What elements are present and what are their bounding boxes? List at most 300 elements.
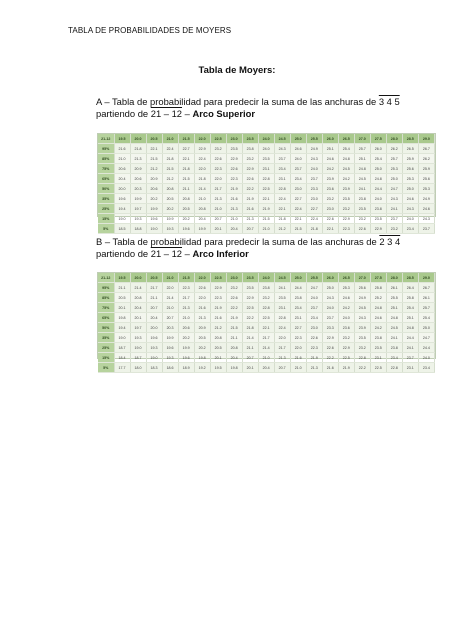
table-cell: 22.6 xyxy=(194,283,210,293)
table-cell: 22.8 xyxy=(386,363,402,373)
table-cell: 20.1 xyxy=(242,363,258,373)
table-cell: 25.1 xyxy=(386,303,402,313)
table-cell: 23.4 xyxy=(418,363,434,373)
table-cell: 22.3 xyxy=(290,333,306,343)
section-b-heading xyxy=(96,236,436,260)
table-cell: 25.4 xyxy=(338,144,354,154)
table-cell: 19.2 xyxy=(194,363,210,373)
table-cell: 19.9 xyxy=(178,343,194,353)
table-cell: 20.1 xyxy=(130,313,146,323)
table-cell: 24.0 xyxy=(402,214,418,224)
table-cell: 23.9 xyxy=(338,184,354,194)
table-header-cell: 24.5 xyxy=(274,273,290,283)
table-header-cell: 22.5 xyxy=(210,273,226,283)
table-header-cell: 20.5 xyxy=(146,273,162,283)
table-cell: 22.3 xyxy=(178,283,194,293)
table-row xyxy=(98,194,435,204)
table-cell: 22.5 xyxy=(338,353,354,363)
table-cell: 23.1 xyxy=(274,303,290,313)
table-cell: 26.1 xyxy=(418,293,434,303)
section-a-range: 21 – 12 xyxy=(150,108,183,119)
table-cell: 19.7 xyxy=(130,204,146,214)
table-cell: 23.9 xyxy=(322,174,338,184)
table-cell: 20.5 xyxy=(162,194,178,204)
table-cell: 23.4 xyxy=(386,353,402,363)
table-cell: 23.5 xyxy=(370,214,386,224)
probability-table-a xyxy=(98,134,435,234)
table-cell: 19.3 xyxy=(130,214,146,224)
table-cell: 20.4 xyxy=(194,214,210,224)
table-cell: 19.3 xyxy=(162,224,178,234)
section-b-line1 xyxy=(96,236,436,248)
table-cell: 21.8 xyxy=(306,224,322,234)
table-cell: 22.0 xyxy=(290,343,306,353)
table-cell: 23.5 xyxy=(258,154,274,164)
table-cell: 22.1 xyxy=(258,323,274,333)
table-cell: 25.9 xyxy=(402,154,418,164)
table-cell: 23.5 xyxy=(354,333,370,343)
table-cell: 23.7 xyxy=(322,313,338,323)
table-cell: 19.6 xyxy=(146,214,162,224)
table-cell: 21.9 xyxy=(226,313,242,323)
table-header-cell: 28.0 xyxy=(386,134,402,144)
table-cell: 23.7 xyxy=(418,224,434,234)
table-cell: 21.6 xyxy=(210,313,226,323)
table-cell: 23.8 xyxy=(290,293,306,303)
table-cell: 20.5 xyxy=(194,333,210,343)
table-cell: 19.3 xyxy=(146,343,162,353)
doc-title: Tabla de Moyers: xyxy=(198,65,276,76)
table-cell: 21.9 xyxy=(258,204,274,214)
table-cell: 21.4 xyxy=(130,283,146,293)
section-b-arch: Arco Inferior xyxy=(192,248,249,259)
table-cell: 20.8 xyxy=(210,333,226,343)
table-cell: 22.2 xyxy=(242,313,258,323)
table-header-cell: 21-12 xyxy=(98,273,114,283)
table-cell: 22.1 xyxy=(178,154,194,164)
section-a-prefix: A – Tabla de probabilidad para predecir la suma de las anchuras de xyxy=(96,96,379,107)
table-cell: 25.0 xyxy=(322,283,338,293)
table-cell: 21.8 xyxy=(274,214,290,224)
table-cell: 23.5 xyxy=(354,204,370,214)
table-cell: 23.8 xyxy=(242,144,258,154)
percentile-label: 65% xyxy=(98,174,114,184)
table-cell: 24.6 xyxy=(338,293,354,303)
section-b-line2-prefix: partiendo de xyxy=(96,248,151,259)
table-cell: 24.3 xyxy=(386,194,402,204)
table-cell: 22.0 xyxy=(194,293,210,303)
table-cell: 23.4 xyxy=(306,313,322,323)
table-cell: 20.8 xyxy=(162,184,178,194)
table-cell: 20.1 xyxy=(114,303,130,313)
table-header-cell: 29.0 xyxy=(418,134,434,144)
table-cell: 18.8 xyxy=(130,224,146,234)
table-cell: 23.8 xyxy=(354,194,370,204)
table-cell: 23.3 xyxy=(306,184,322,194)
table-cell: 23.2 xyxy=(226,283,242,293)
table-header-cell: 27.0 xyxy=(354,273,370,283)
table-cell: 18.0 xyxy=(130,363,146,373)
table-cell: 19.4 xyxy=(114,323,130,333)
table-cell: 21.2 xyxy=(146,164,162,174)
percentile-label: 75% xyxy=(98,164,114,174)
table-cell: 26.5 xyxy=(402,144,418,154)
table-cell: 19.0 xyxy=(146,224,162,234)
table-cell: 21.8 xyxy=(162,154,178,164)
table-cell: 20.6 xyxy=(130,174,146,184)
table-cell: 24.1 xyxy=(354,184,370,194)
table-cell: 20.1 xyxy=(210,224,226,234)
table-cell: 22.4 xyxy=(274,323,290,333)
table-cell: 20.8 xyxy=(194,204,210,214)
table-cell: 26.2 xyxy=(386,144,402,154)
table-cell: 23.2 xyxy=(338,204,354,214)
table-cell: 21.6 xyxy=(322,363,338,373)
table-cell: 24.9 xyxy=(354,293,370,303)
table-cell: 22.5 xyxy=(258,313,274,323)
table-cell: 21.6 xyxy=(242,204,258,214)
table-cell: 18.9 xyxy=(178,363,194,373)
table-cell: 22.9 xyxy=(338,214,354,224)
section-b-teeth: 2 3 4 xyxy=(379,236,401,247)
table-header-cell: 26.5 xyxy=(338,273,354,283)
table-cell: 22.6 xyxy=(226,164,242,174)
table-cell: 21.6 xyxy=(194,303,210,313)
table-header-cell: 26.0 xyxy=(322,273,338,283)
table-row xyxy=(98,184,435,194)
table-cell: 22.0 xyxy=(194,164,210,174)
table-cell: 22.0 xyxy=(274,333,290,343)
table-cell: 24.7 xyxy=(306,283,322,293)
table-cell: 25.6 xyxy=(402,164,418,174)
table-cell: 21.7 xyxy=(274,343,290,353)
table-cell: 22.6 xyxy=(322,343,338,353)
percentile-label: 85% xyxy=(98,293,114,303)
table-cell: 21.9 xyxy=(338,363,354,373)
table-cell: 24.3 xyxy=(322,293,338,303)
table-cell: 22.8 xyxy=(274,313,290,323)
table-cell: 18.6 xyxy=(162,363,178,373)
table-cell: 20.2 xyxy=(194,343,210,353)
table-cell: 22.5 xyxy=(370,363,386,373)
table-cell: 23.3 xyxy=(322,323,338,333)
table-cell: 23.5 xyxy=(370,343,386,353)
table-cell: 23.7 xyxy=(274,154,290,164)
table-cell: 22.9 xyxy=(242,293,258,303)
table-cell: 25.0 xyxy=(402,184,418,194)
table-cell: 20.4 xyxy=(258,363,274,373)
page-header: TABLA DE PROBABILIDADES DE MOYERS xyxy=(68,26,232,35)
table-cell: 22.6 xyxy=(226,293,242,303)
table-cell: 20.7 xyxy=(146,303,162,313)
table-row xyxy=(98,323,435,333)
table-cell: 22.9 xyxy=(210,283,226,293)
table-cell: 20.0 xyxy=(114,184,130,194)
table-cell: 20.9 xyxy=(194,323,210,333)
table-cell: 21.0 xyxy=(258,353,274,363)
table-cell: 21.5 xyxy=(146,154,162,164)
table-header-cell: 22.0 xyxy=(194,134,210,144)
table-cell: 19.0 xyxy=(114,333,130,343)
table-header-cell: 25.0 xyxy=(290,273,306,283)
table-cell: 24.8 xyxy=(386,313,402,323)
table-cell: 22.1 xyxy=(258,194,274,204)
table-cell: 23.4 xyxy=(274,164,290,174)
table-header-cell: 28.5 xyxy=(402,134,418,144)
table-cell: 22.8 xyxy=(274,184,290,194)
table-cell: 19.6 xyxy=(178,353,194,363)
table-cell: 19.8 xyxy=(194,353,210,363)
table-cell: 23.7 xyxy=(306,303,322,313)
table-cell: 20.5 xyxy=(210,343,226,353)
table-cell: 21.0 xyxy=(178,313,194,323)
table-cell: 22.9 xyxy=(322,333,338,343)
table-cell: 24.6 xyxy=(402,194,418,204)
table-cell: 21.1 xyxy=(146,293,162,303)
table-cell: 23.4 xyxy=(402,224,418,234)
table-cell: 25.7 xyxy=(354,144,370,154)
table-cell: 25.0 xyxy=(386,174,402,184)
percentile-label: 35% xyxy=(98,333,114,343)
percentile-label: 25% xyxy=(98,204,114,214)
table-cell: 24.6 xyxy=(418,204,434,214)
table-cell: 20.2 xyxy=(162,204,178,214)
table-cell: 24.1 xyxy=(386,333,402,343)
table-cell: 24.8 xyxy=(354,164,370,174)
table-cell: 22.7 xyxy=(178,144,194,154)
table-cell: 23.0 xyxy=(306,323,322,333)
table-cell: 19.6 xyxy=(178,224,194,234)
table-cell: 18.5 xyxy=(114,224,130,234)
section-a-line1 xyxy=(96,96,436,108)
table-cell: 22.2 xyxy=(242,184,258,194)
table-lower-arch xyxy=(97,272,436,370)
table-cell: 21.1 xyxy=(114,283,130,293)
table-cell: 17.7 xyxy=(114,363,130,373)
table-header-cell: 22.5 xyxy=(210,134,226,144)
table-cell: 25.9 xyxy=(418,164,434,174)
table-cell: 23.7 xyxy=(386,214,402,224)
table-header-cell: 28.5 xyxy=(402,273,418,283)
table-cell: 22.3 xyxy=(210,164,226,174)
table-cell: 22.4 xyxy=(274,194,290,204)
table-cell: 20.7 xyxy=(242,224,258,234)
table-cell: 25.3 xyxy=(418,184,434,194)
table-cell: 25.7 xyxy=(386,154,402,164)
table-cell: 25.1 xyxy=(322,144,338,154)
table-cell: 25.0 xyxy=(370,164,386,174)
table-cell: 26.4 xyxy=(402,283,418,293)
table-cell: 21.7 xyxy=(210,184,226,194)
table-header-cell: 26.0 xyxy=(322,134,338,144)
table-cell: 25.4 xyxy=(402,303,418,313)
table-cell: 23.8 xyxy=(258,283,274,293)
table-header-cell: 21-12 xyxy=(98,134,114,144)
table-cell: 25.8 xyxy=(370,283,386,293)
table-cell: 23.4 xyxy=(290,174,306,184)
percentile-label: 5% xyxy=(98,363,114,373)
table-cell: 21.0 xyxy=(162,303,178,313)
table-cell: 19.7 xyxy=(130,323,146,333)
percentile-label: 50% xyxy=(98,323,114,333)
table-cell: 25.4 xyxy=(418,313,434,323)
table-cell: 26.7 xyxy=(418,144,434,154)
table-cell: 24.0 xyxy=(322,303,338,313)
table-cell: 23.1 xyxy=(402,363,418,373)
table-cell: 22.6 xyxy=(242,174,258,184)
table-cell: 21.2 xyxy=(162,174,178,184)
table-cell: 20.9 xyxy=(130,164,146,174)
table-cell: 24.9 xyxy=(418,194,434,204)
table-row xyxy=(98,303,435,313)
table-cell: 20.3 xyxy=(162,323,178,333)
table-cell: 24.3 xyxy=(418,214,434,224)
table-cell: 22.4 xyxy=(162,144,178,154)
table-header-cell: 22.0 xyxy=(194,273,210,283)
table-cell: 24.4 xyxy=(402,333,418,343)
table-cell: 22.0 xyxy=(210,174,226,184)
table-cell: 24.3 xyxy=(402,204,418,214)
table-cell: 25.8 xyxy=(402,293,418,303)
table-cell: 19.9 xyxy=(146,204,162,214)
table-row xyxy=(98,174,435,184)
table-cell: 25.3 xyxy=(402,174,418,184)
table-cell: 23.2 xyxy=(322,194,338,204)
table-cell: 18.3 xyxy=(146,363,162,373)
table-row xyxy=(98,283,435,293)
table-row xyxy=(98,313,435,323)
table-cell: 20.7 xyxy=(210,214,226,224)
table-cell: 22.5 xyxy=(242,303,258,313)
table-header-cell: 25.5 xyxy=(306,134,322,144)
table-cell: 24.5 xyxy=(386,323,402,333)
table-cell: 21.9 xyxy=(210,303,226,313)
table-cell: 24.6 xyxy=(290,144,306,154)
table-cell: 22.6 xyxy=(322,214,338,224)
table-cell: 22.8 xyxy=(258,303,274,313)
table-cell: 20.8 xyxy=(178,194,194,204)
table-cell: 19.3 xyxy=(130,333,146,343)
table-cell: 20.1 xyxy=(210,353,226,363)
table-cell: 24.2 xyxy=(322,164,338,174)
table-cell: 25.0 xyxy=(418,323,434,333)
table-cell: 22.4 xyxy=(194,154,210,164)
table-cell: 23.4 xyxy=(290,303,306,313)
table-header-cell: 19.5 xyxy=(114,134,130,144)
table-cell: 21.5 xyxy=(178,174,194,184)
table-cell: 24.3 xyxy=(306,154,322,164)
table-cell: 24.0 xyxy=(418,353,434,363)
table-cell: 26.1 xyxy=(386,283,402,293)
table-cell: 21.2 xyxy=(274,224,290,234)
table-cell: 20.9 xyxy=(146,174,162,184)
table-cell: 19.6 xyxy=(114,194,130,204)
table-header-cell: 29.0 xyxy=(418,273,434,283)
table-cell: 21.3 xyxy=(130,154,146,164)
table-cell: 22.1 xyxy=(274,204,290,214)
table-cell: 24.4 xyxy=(418,343,434,353)
table-cell: 19.6 xyxy=(162,343,178,353)
table-cell: 24.5 xyxy=(354,174,370,184)
section-b-dash: – xyxy=(182,248,193,259)
table-cell: 19.9 xyxy=(130,194,146,204)
table-cell: 23.7 xyxy=(402,353,418,363)
table-row xyxy=(98,343,435,353)
table-header-cell: 26.5 xyxy=(338,134,354,144)
table-cell: 21.0 xyxy=(290,363,306,373)
table-cell: 19.6 xyxy=(146,333,162,343)
table-cell: 23.1 xyxy=(370,353,386,363)
percentile-label: 95% xyxy=(98,283,114,293)
table-row xyxy=(98,224,435,234)
table-cell: 22.6 xyxy=(354,224,370,234)
table-cell: 21.3 xyxy=(210,194,226,204)
table-cell: 24.6 xyxy=(322,154,338,164)
table-header-cell: 21.5 xyxy=(178,273,194,283)
table-cell: 22.9 xyxy=(338,343,354,353)
table-row xyxy=(98,363,435,373)
table-cell: 21.3 xyxy=(242,214,258,224)
table-cell: 21.8 xyxy=(178,164,194,174)
table-cell: 20.0 xyxy=(146,323,162,333)
percentile-label: 85% xyxy=(98,154,114,164)
table-cell: 22.5 xyxy=(258,184,274,194)
table-cell: 21.3 xyxy=(194,313,210,323)
table-cell: 21.5 xyxy=(290,224,306,234)
table-cell: 21.5 xyxy=(162,164,178,174)
table-cell: 21.8 xyxy=(194,174,210,184)
table-row xyxy=(98,154,435,164)
table-cell: 21.7 xyxy=(146,283,162,293)
table-cell: 22.9 xyxy=(242,164,258,174)
table-cell: 22.2 xyxy=(354,363,370,373)
table-cell: 21.0 xyxy=(258,224,274,234)
table-header-cell: 21.0 xyxy=(162,134,178,144)
table-cell: 19.4 xyxy=(114,204,130,214)
table-cell: 19.9 xyxy=(194,224,210,234)
table-cell: 20.4 xyxy=(130,303,146,313)
table-cell: 20.6 xyxy=(146,184,162,194)
table-cell: 22.4 xyxy=(306,214,322,224)
table-cell: 20.2 xyxy=(146,194,162,204)
table-cell: 21.9 xyxy=(242,194,258,204)
table-cell: 22.8 xyxy=(354,353,370,363)
table-row xyxy=(98,293,435,303)
percentile-label: 15% xyxy=(98,353,114,363)
table-cell: 21.1 xyxy=(242,343,258,353)
section-b-range: 21 – 12 xyxy=(150,248,183,259)
table-cell: 23.7 xyxy=(306,174,322,184)
table-cell: 25.6 xyxy=(354,283,370,293)
table-cell: 24.5 xyxy=(354,303,370,313)
table-header-row xyxy=(98,134,435,144)
section-a-arch: Arco Superior xyxy=(192,108,255,119)
table-cell: 21.4 xyxy=(162,293,178,303)
table-cell: 21.4 xyxy=(194,184,210,194)
table-cell: 20.2 xyxy=(178,214,194,224)
table-cell: 24.8 xyxy=(370,303,386,313)
table-header-cell: 25.5 xyxy=(306,273,322,283)
table-cell: 26.0 xyxy=(370,144,386,154)
table-header-cell: 23.5 xyxy=(242,273,258,283)
percentile-label: 15% xyxy=(98,214,114,224)
table-cell: 25.1 xyxy=(402,313,418,323)
table-cell: 24.3 xyxy=(274,144,290,154)
table-header-cell: 24.0 xyxy=(258,134,274,144)
table-cell: 23.1 xyxy=(258,164,274,174)
table-header-cell: 27.5 xyxy=(370,273,386,283)
table-cell: 20.5 xyxy=(114,293,130,303)
